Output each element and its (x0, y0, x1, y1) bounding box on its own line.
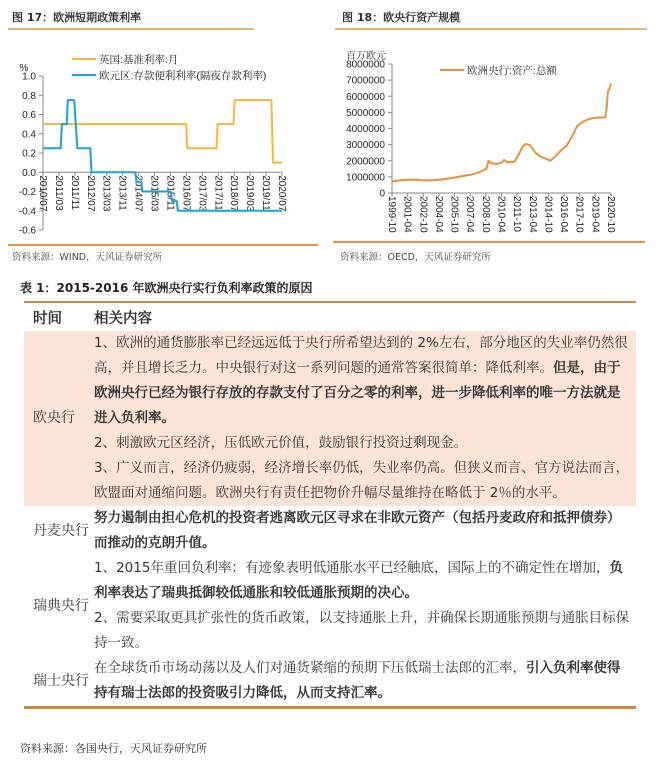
y-tick-label: -0.6 (18, 225, 36, 237)
row-bank-label: 丹麦央行 (33, 522, 89, 539)
content-paragraph (94, 431, 630, 456)
chart-ecb-total-assets (330, 40, 657, 240)
x-tick-label: 2014/07 (132, 175, 144, 212)
row-content (94, 656, 636, 706)
x-tick-label: 2013/11 (116, 175, 128, 211)
y-tick-label: 4000000 (346, 124, 385, 135)
table-bottom-rule (24, 706, 636, 709)
figure-18-bottom-rule (333, 241, 645, 243)
content-paragraph (94, 556, 630, 606)
y-tick-label: 0.0 (22, 167, 36, 179)
header-time: 时间 (33, 310, 62, 327)
y-tick-label: 0.4 (22, 129, 36, 141)
series-line (392, 83, 611, 181)
figure-17-bottom-rule (8, 244, 318, 246)
x-tick-label: 2012/07 (84, 175, 96, 212)
x-tick-label: 2004-04 (432, 196, 444, 233)
table-row (24, 556, 636, 656)
content-text: 3、广义而言，经济仍疲弱，经济增长率仍低，失业率仍高。但狭义而言、官方说法而言，欧盟面对通缩问题。欧洲央行有责任把物价升幅尽量维持在略低于 2％的水平。 (94, 460, 630, 501)
x-tick-label: 2017-10 (573, 196, 585, 233)
x-tick-label: 2001-04 (401, 196, 413, 233)
table-source: 资料来源：各国央行，天风证券研究所 (20, 742, 207, 755)
x-tick-label: 2019/11 (260, 175, 272, 211)
x-tick-label: 2007-04 (464, 196, 476, 233)
x-tick-label: 2013-04 (526, 196, 538, 233)
y-tick-label: -0.4 (18, 206, 36, 218)
content-text-bold: 负利率表达了瑞典抵御较低通胀和较低通胀预期的决心。 (94, 560, 623, 601)
y-tick-label: 1.0 (22, 71, 36, 83)
content-paragraph (94, 506, 630, 556)
y-tick-label: 7000000 (346, 75, 385, 87)
x-tick-label: 2016-04 (558, 196, 570, 233)
x-tick-label: 2011/03 (52, 175, 64, 211)
content-paragraph (94, 606, 630, 656)
header-content: 相关内容 (94, 310, 152, 327)
x-tick-label: 2017/11 (212, 175, 224, 211)
x-tick-label: 2017/03 (196, 175, 208, 212)
row-content (94, 556, 636, 656)
content-paragraph (94, 331, 630, 431)
content-text: 1、欧洲的通货膨胀率已经远远低于央行所希望达到的 2%左右，部分地区的失业率仍然很高，并且增长乏力。中央银行对这一系列问题的通常答案很简单：降低利率。 (94, 335, 628, 376)
row-content (94, 331, 636, 506)
reasons-table (24, 301, 636, 709)
legend-label: 欧元区:存款便利利率(隔夜存款利率) (99, 70, 267, 82)
x-tick-label: 2002-10 (417, 196, 429, 233)
y-tick-label: 1000000 (346, 172, 385, 184)
y-tick-label: 6000000 (346, 91, 385, 103)
y-tick-label: 0.2 (22, 148, 36, 160)
x-tick-label: 2015/11 (164, 175, 176, 211)
y-tick-label: 0.8 (22, 90, 36, 102)
row-bank-label: 欧央行 (33, 410, 75, 426)
x-tick-label: 2011-10 (511, 196, 523, 232)
chart-euro-short-term-rates (0, 40, 320, 240)
table-row (24, 506, 636, 556)
content-text-bold: 但是，由于欧洲央行已经为银行存放的存款支付了百分之零的利率，进一步降低利率的唯一方法就是进入负利率。 (94, 360, 621, 426)
x-tick-label: 2020/07 (276, 175, 287, 212)
y-tick-label: 8000000 (346, 59, 385, 71)
y-axis-label: % (19, 63, 29, 74)
content-text: 2、刺激欧元区经济，压低欧元价值，鼓励银行投资过剩现金。 (94, 435, 468, 451)
table-body (24, 331, 636, 706)
table-row (24, 331, 636, 506)
content-text-bold: 引入负利率使得持有瑞士法郎的投资吸引力降低，从而支持汇率。 (94, 660, 621, 701)
figure-18-title-rule (335, 28, 647, 30)
content-paragraph (94, 456, 630, 506)
content-text: 2、需要采取更具扩张性的货币政策，以支持通胀上升，并确保长期通胀预期与通胀目标保持一致。 (94, 610, 630, 651)
x-tick-label: 2018/07 (228, 175, 240, 212)
row-content (94, 506, 636, 556)
y-axis-label: 百万欧元 (346, 51, 386, 62)
y-tick-label: 3000000 (346, 140, 385, 152)
x-tick-label: 2005-10 (448, 196, 460, 233)
figure-17-title-rule (8, 28, 254, 30)
x-tick-label: 2015/03 (148, 175, 160, 212)
figure-18-source: 资料来源：OECD，天风证券研究所 (340, 252, 491, 263)
x-tick-label: 2010-04 (495, 196, 507, 233)
series-line (43, 100, 282, 163)
figure-17-source: 资料来源：WIND，天风证券研究所 (12, 252, 163, 263)
figure-18-title: 图 18：欧央行资产规模 (342, 11, 461, 24)
figure-17-title: 图 17：欧洲短期政策利率 (12, 11, 142, 24)
x-tick-label: 2011/11 (68, 175, 80, 210)
x-tick-label: 2013/03 (100, 175, 112, 212)
row-bank-label: 瑞士央行 (33, 672, 89, 689)
table-header-row (24, 303, 636, 331)
x-tick-label: 2019-04 (589, 196, 601, 233)
y-tick-label: 2000000 (346, 156, 385, 168)
x-tick-label: 2008-10 (479, 196, 491, 233)
x-tick-label: 2016/07 (180, 175, 192, 212)
content-text: 1、2015年重回负利率：有迹象表明低通胀水平已经触底，国际上的不确定性在增加， (94, 560, 610, 576)
content-text-bold: 努力遏制由担心危机的投资者逃离欧元区寻求在非欧元资产（包括丹麦政府和抵押债券）而推动的克朗升值。 (94, 510, 621, 551)
y-tick-label: 0.6 (22, 110, 36, 121)
x-tick-label: 2019/03 (244, 175, 256, 212)
x-tick-label: 2020-10 (605, 196, 616, 233)
content-text: 在全球货币市场动荡以及人们对通货紧缩的预期下压低瑞士法郎的汇率， (94, 660, 526, 676)
y-tick-label: 5000000 (346, 107, 385, 119)
y-tick-label: -0.2 (18, 187, 36, 198)
content-paragraph (94, 656, 630, 706)
table-title: 表 1：2015-2016 年欧洲央行实行负利率政策的原因 (20, 281, 313, 295)
legend-label: 欧洲央行:资产:总额 (467, 65, 557, 77)
row-bank-label: 瑞典央行 (33, 597, 89, 614)
y-tick-label: 0 (379, 188, 385, 200)
x-tick-label: 2014-10 (542, 196, 554, 233)
x-tick-label: 1999-10 (386, 196, 397, 233)
legend-label: 英国:基准利率:月 (99, 54, 179, 66)
x-tick-label: 2010/07 (37, 175, 48, 212)
table-row (24, 656, 636, 706)
